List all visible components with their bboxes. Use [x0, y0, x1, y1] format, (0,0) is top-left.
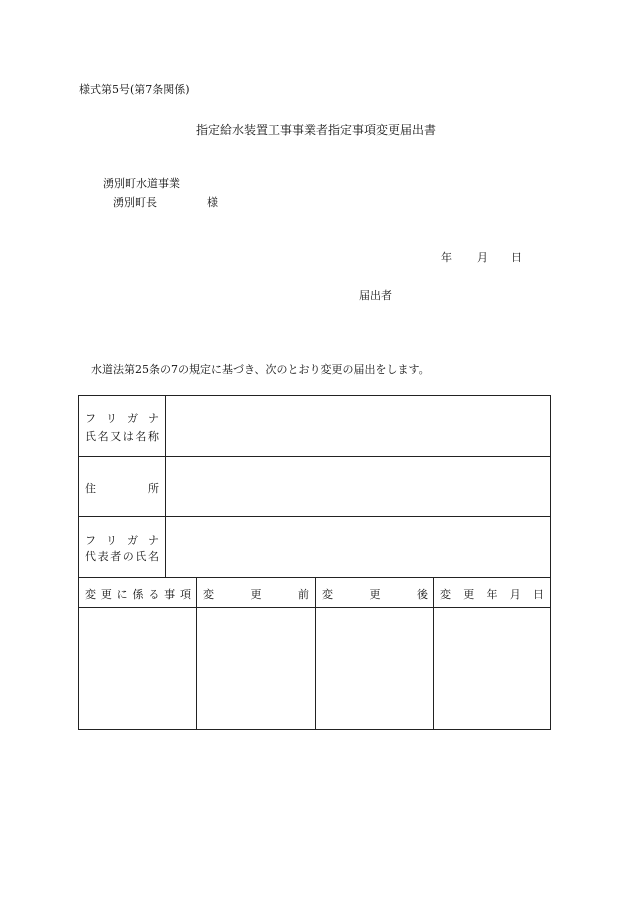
address-label: 住 所 [85, 482, 159, 495]
rep-name-label: 代 表 者 の 氏 名 [85, 550, 159, 563]
before-change-field[interactable] [198, 609, 314, 728]
header-before-change: 変 更 前 [203, 588, 309, 601]
representative-field[interactable] [167, 518, 549, 576]
date-year: 年 [441, 251, 452, 264]
header-change-date: 変 更 年 月 日 [440, 588, 544, 601]
name-label: 氏 名 又 は 名 称 [85, 430, 159, 443]
after-change-field[interactable] [317, 609, 432, 728]
addressee-org: 湧別町水道事業 [103, 177, 180, 190]
change-date-field[interactable] [435, 609, 549, 728]
name-field[interactable] [167, 397, 549, 455]
addressee-honorific: 様 [207, 196, 218, 209]
document-title: 指定給水装置工事事業者指定事項変更届出書 [196, 123, 437, 137]
change-item-field[interactable] [80, 609, 195, 728]
header-change-item: 変 更 に 係 る 事 項 [85, 588, 191, 601]
statement: 水道法第25条の7の規定に基づき、次のとおり変更の届出をします。 [91, 363, 430, 376]
header-after-change: 変 更 後 [322, 588, 428, 601]
addressee-person: 湧別町長 [113, 196, 157, 209]
applicant-label: 届出者 [359, 289, 392, 302]
form-number: 様式第5号(第7条関係) [79, 83, 190, 96]
date-month: 月 [477, 251, 488, 264]
furigana-label: フ リ ガ ナ [85, 412, 159, 425]
rep-furigana-label: フ リ ガ ナ [85, 534, 159, 547]
address-field[interactable] [167, 458, 549, 515]
date-day: 日 [511, 251, 522, 264]
